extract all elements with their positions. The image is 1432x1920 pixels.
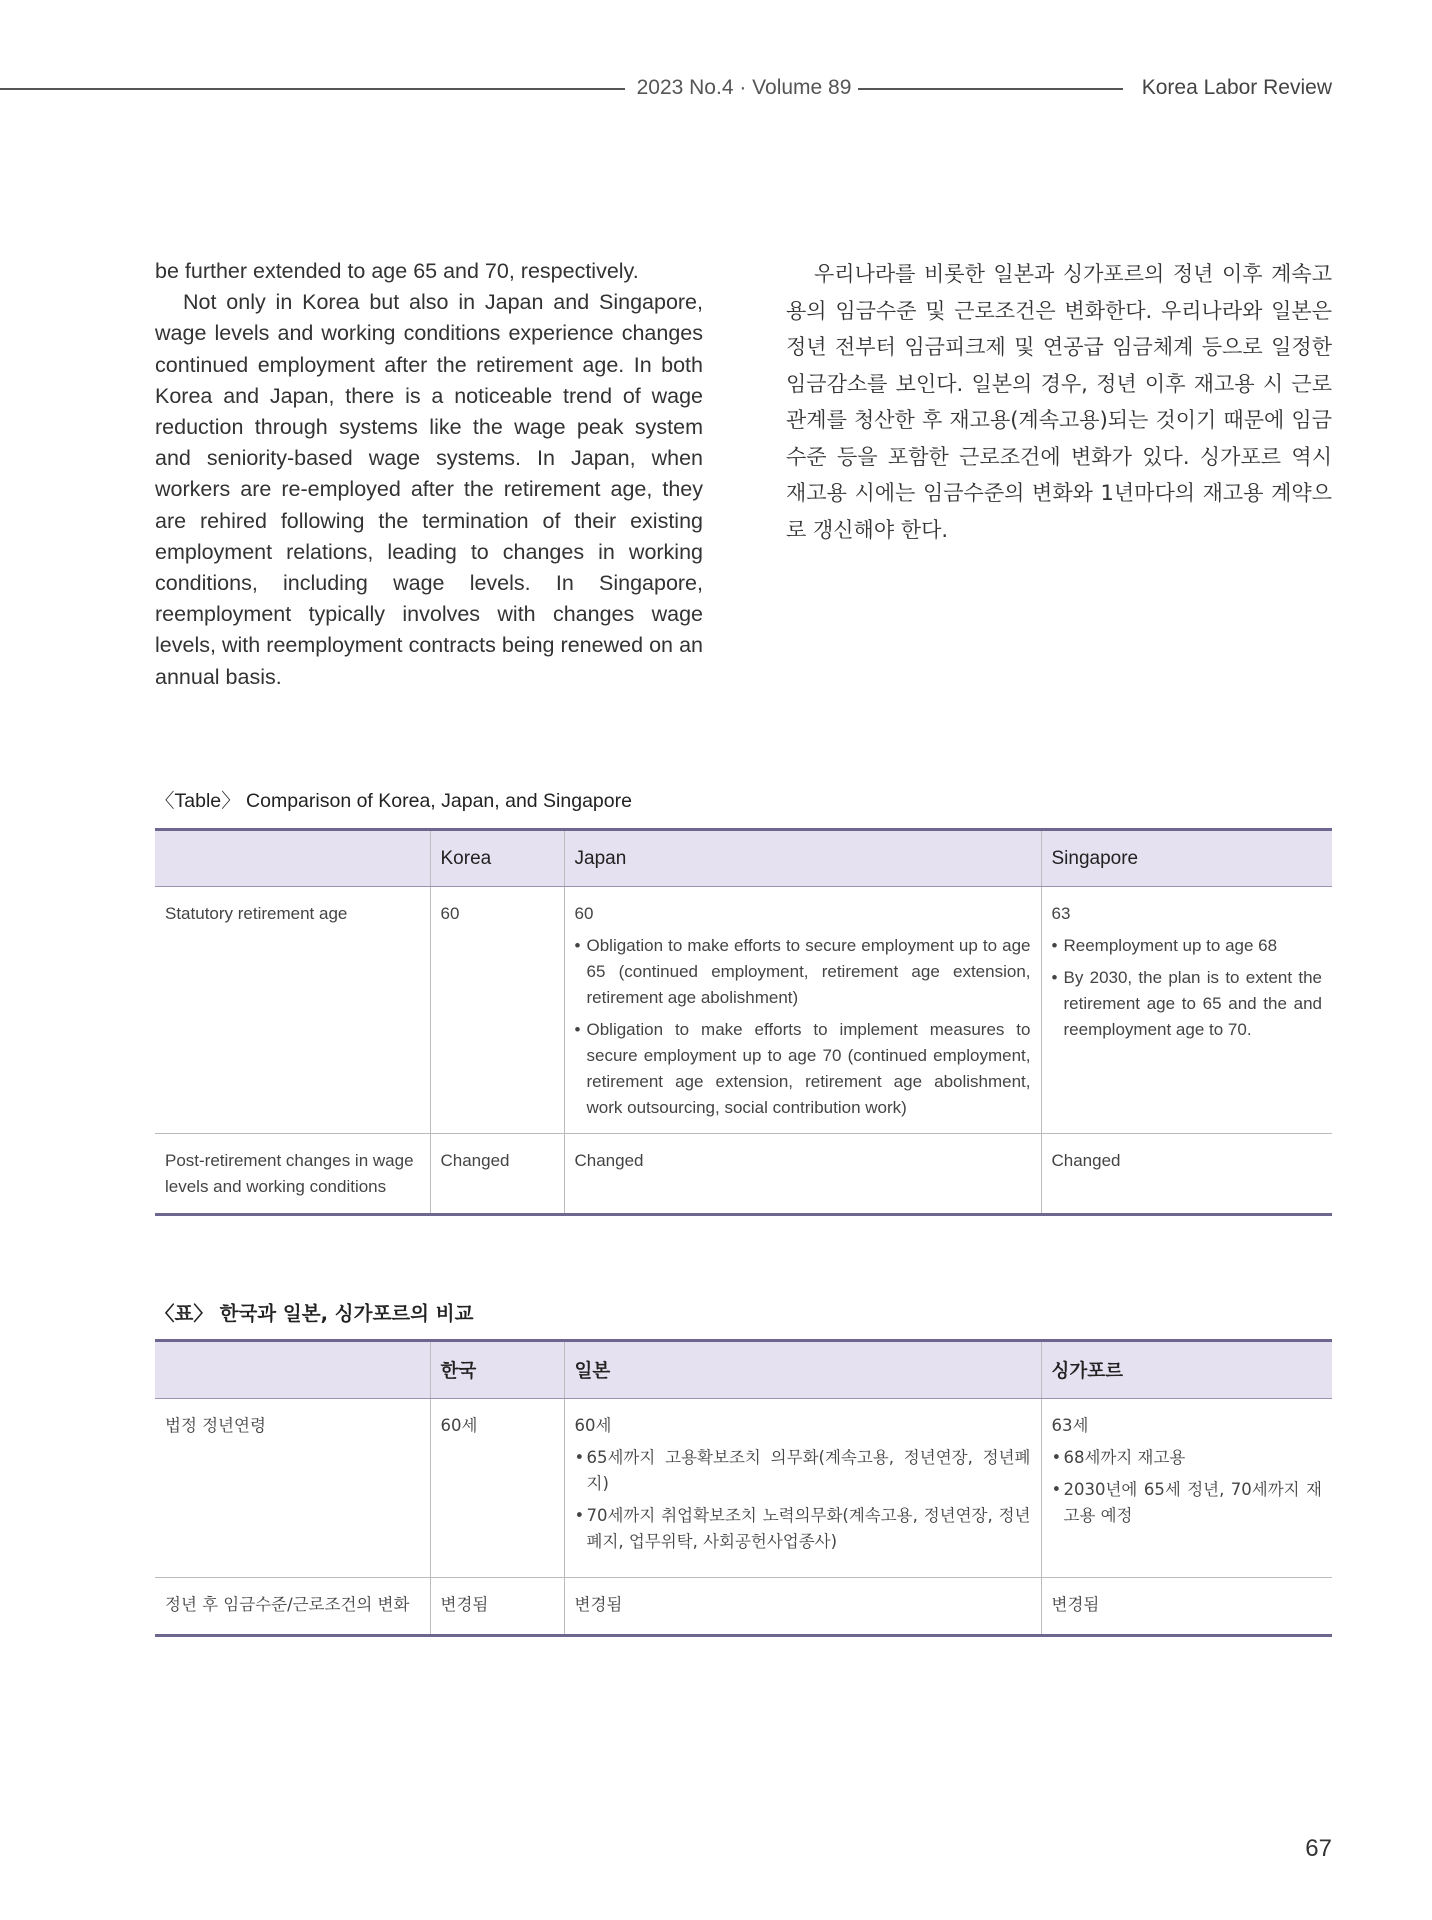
english-column (155, 256, 703, 693)
header-cell-korea: Korea (430, 830, 564, 887)
cell-korea: 60 (430, 887, 564, 1134)
table-header-row (155, 830, 1332, 887)
bullet-list (1052, 1445, 1323, 1529)
bullet-item: • By 2030, the plan is to extent the retirement age to 65 and the and reemployment age to 70. (1052, 965, 1323, 1043)
bullet-item: • 2030년에 65세 정년, 70세까지 재고용 예정 (1052, 1477, 1323, 1529)
bullet-list (575, 1445, 1031, 1555)
row-label: Statutory retirement age (155, 887, 430, 1134)
korean-column (786, 256, 1332, 548)
cell-singapore (1041, 1399, 1332, 1578)
header-cell-empty (155, 830, 430, 887)
table-title-ko: 〈표〉 한국과 일본, 싱가포르의 비교 (155, 1302, 474, 1325)
bullet-list (1052, 933, 1323, 1043)
comparison-table-en (155, 828, 1332, 1216)
comparison-table-ko (155, 1339, 1332, 1637)
bullet-item: • Obligation to make efforts to implement measures to secure employment up to age 70 (continued employment, retirement age extension, retirement age abolishment, work outsourcing, social contribution work) (575, 1017, 1031, 1121)
row-label: 정년 후 임금수준/근로조건의 변화 (155, 1578, 430, 1636)
bullet-item: • Reemployment up to age 68 (1052, 933, 1323, 959)
cell-korea: 변경됨 (430, 1578, 564, 1636)
row-label: Post-retirement changes in wage levels and working conditions (155, 1134, 430, 1215)
table-row (155, 887, 1332, 1134)
bullet-item: • 70세까지 취업확보조치 노력의무화(계속고용, 정년연장, 정년폐지, 업무위탁, 사회공헌사업종사) (575, 1503, 1031, 1555)
cell-value: 63 (1051, 904, 1071, 923)
header-rule-left (0, 88, 625, 90)
korean-paragraph: 우리나라를 비롯한 일본과 싱가포르의 정년 이후 계속고용의 임금수준 및 근로조건은 변화한다. 우리나라와 일본은 정년 전부터 임금피크제 및 연공급 임금체계 등으로 일정한 임금감소를 보인다. 일본의 경우, 정년 이후 재고용 시 근로관계를 청산한 후 재고용(계속고용)되는 것이기 때문에 임금수준 등을 포함한 근로조건에 변화가 있다. 싱가포르 역시 재고용 시에는 임금수준의 변화와 1년마다의 재고용 계약으로 갱신해야 한다. (786, 262, 1332, 542)
cell-value: 60세 (574, 1416, 612, 1435)
cell-japan: 변경됨 (564, 1578, 1041, 1636)
page-number: 67 (1305, 1835, 1332, 1862)
table-row (155, 1134, 1332, 1215)
cell-japan (564, 887, 1041, 1134)
cell-japan: Changed (564, 1134, 1041, 1215)
table-row (155, 1399, 1332, 1578)
table-header-row (155, 1341, 1332, 1399)
bullet-item: • 65세까지 고용확보조치 의무화(계속고용, 정년연장, 정년폐지) (575, 1445, 1031, 1497)
cell-korea: Changed (430, 1134, 564, 1215)
cell-singapore: Changed (1041, 1134, 1332, 1215)
header-cell-japan: Japan (564, 830, 1041, 887)
header-cell-japan: 일본 (564, 1341, 1041, 1399)
header-cell-singapore: Singapore (1041, 830, 1332, 887)
bullet-item: • Obligation to make efforts to secure employment up to age 65 (continued employment, retirement age extension, retirement age abolishment) (575, 933, 1031, 1011)
header-cell-empty (155, 1341, 430, 1399)
row-label: 법정 정년연령 (155, 1399, 430, 1578)
table-title-en: 〈Table〉 Comparison of Korea, Japan, and Singapore (155, 790, 632, 812)
header-rule-right (858, 88, 1123, 90)
header-cell-singapore: 싱가포르 (1041, 1341, 1332, 1399)
cell-japan (564, 1399, 1041, 1578)
english-paragraph: be further extended to age 65 and 70, respectively. (155, 259, 639, 283)
table-row (155, 1578, 1332, 1636)
cell-value: 63세 (1051, 1416, 1089, 1435)
cell-singapore (1041, 887, 1332, 1134)
cell-korea: 60세 (430, 1399, 564, 1578)
bullet-item: • 68세까지 재고용 (1052, 1445, 1323, 1471)
cell-singapore: 변경됨 (1041, 1578, 1332, 1636)
english-paragraph: Not only in Korea but also in Japan and Singapore, wage levels and working conditions experience changes continued employment after the retirement age. In both Korea and Japan, there is a noticeable trend of wage reduction through systems like the wage peak system and seniority-based wage systems. In Japan, when workers are re-employed after the retirement age, they are rehired following the termination of their existing employment relations, leading to changes in working conditions, including wage levels. In Singapore, reemployment typically involves with changes wage levels, with reemployment contracts being renewed on an annual basis. (155, 290, 703, 689)
header-cell-korea: 한국 (430, 1341, 564, 1399)
bullet-list (575, 933, 1031, 1121)
issue-label: 2023 No.4 · Volume 89 (636, 76, 852, 99)
journal-title: Korea Labor Review (1141, 76, 1332, 99)
cell-value: 60 (574, 904, 594, 923)
